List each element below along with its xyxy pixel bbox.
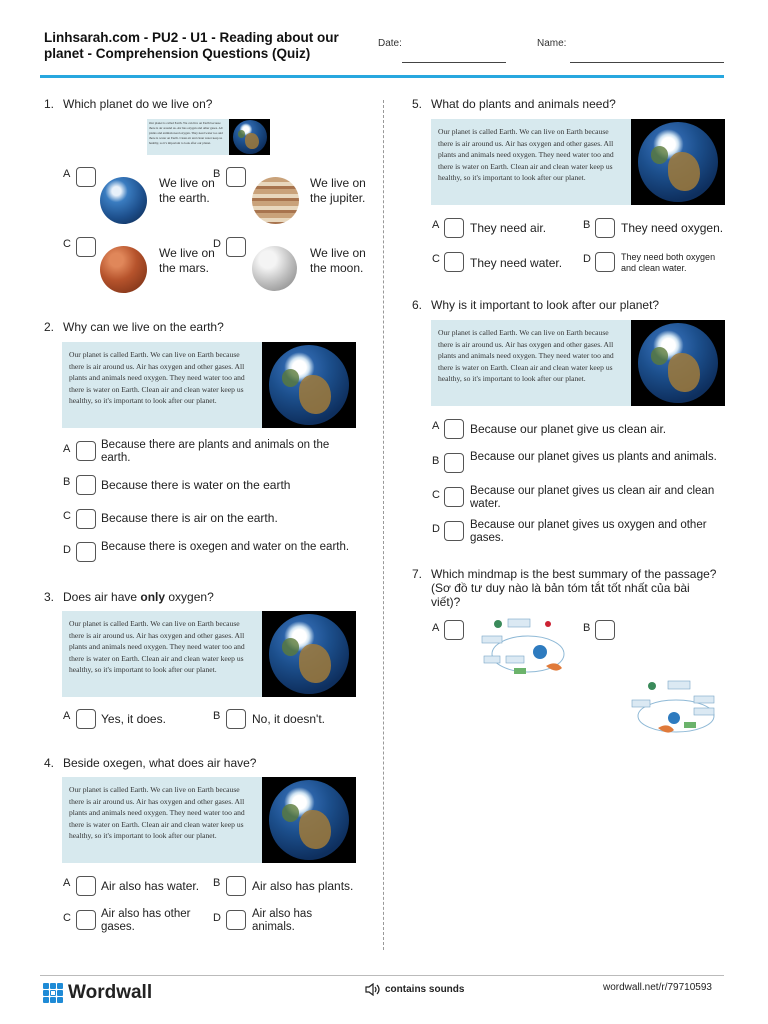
q2-passage: Our planet is called Earth. We can live on Earth because there is air around us. Air has oxygen and other gases. All plants and animals need oxygen. They need water too and there is water on Earth. Clean air and clean water keep us healthy, so it's important to look after our planet.: [62, 342, 262, 428]
name-field[interactable]: [570, 62, 724, 63]
date-field[interactable]: [402, 62, 506, 63]
worksheet-title: Linhsarah.com - PU2 - U1 - Reading about our planet - Comprehension Questions (Quiz): [44, 30, 339, 61]
q5-option-d-checkbox[interactable]: [595, 252, 615, 272]
footer-rule: [40, 975, 724, 976]
moon-planet-image: [252, 246, 297, 291]
q4-option-c-checkbox[interactable]: [76, 910, 96, 930]
question-2: 2. Why can we live on the earth?: [44, 320, 224, 334]
q6-passage: Our planet is called Earth. We can live on Earth because there is air around us. Air has oxygen and other gases. All plants and animals need oxygen. They need water too and there is water on Earth. Clean air and clean water keep us healthy, so it's important to look after our planet.: [431, 320, 631, 406]
q3-option-b-checkbox[interactable]: [226, 709, 246, 729]
q6-option-c-checkbox[interactable]: [444, 487, 464, 507]
header-rule: [40, 75, 724, 78]
q5-option-b-checkbox[interactable]: [595, 218, 615, 238]
name-label: Name:: [537, 38, 567, 49]
q1-passage: Our planet is called Earth. We can live on Earth because there is air around us. Air has oxygen and other gases. All plants and animals need oxygen. They need water too and there is water on Earth. Clean air and clean water keep us healthy, so it's important to look after our planet.: [147, 119, 229, 155]
q5-option-c-checkbox[interactable]: [444, 252, 464, 272]
q2-option-b-checkbox[interactable]: [76, 475, 96, 495]
question-5: 5. What do plants and animals need?: [412, 97, 616, 111]
q2-option-d-checkbox[interactable]: [76, 542, 96, 562]
mindmap-b-image: [628, 678, 720, 740]
q3-option-a-checkbox[interactable]: [76, 709, 96, 729]
column-divider: [383, 100, 384, 950]
q4-option-d-checkbox[interactable]: [226, 910, 246, 930]
q6-earth-image: [631, 320, 725, 406]
sounds-indicator: contains sounds: [365, 983, 464, 996]
q1-option-a-checkbox[interactable]: [76, 167, 96, 187]
question-1: 1. Which planet do we live on?: [44, 97, 213, 111]
q1-option-b-checkbox[interactable]: [226, 167, 246, 187]
question-7: 7. Which mindmap is the best summary of the passage? (Sơ đồ tư duy nào là bản tóm tắt tốt nhất của bài viết)?: [412, 567, 717, 609]
question-4: 4. Beside oxegen, what does air have?: [44, 756, 257, 770]
worksheet-url[interactable]: wordwall.net/r/79710593: [603, 982, 712, 993]
q5-passage: Our planet is called Earth. We can live on Earth because there is air around us. Air has oxygen and other gases. All plants and animals need oxygen. They need water too and there is water on Earth. Clean air and clean water keep us healthy, so it's important to look after our planet.: [431, 119, 631, 205]
question-6: 6. Why is it important to look after our planet?: [412, 298, 660, 312]
q1-option-d-checkbox[interactable]: [226, 237, 246, 257]
date-label: Date:: [378, 38, 402, 49]
mars-planet-image: [100, 246, 147, 293]
speaker-icon: [365, 983, 381, 996]
q6-option-d-checkbox[interactable]: [444, 521, 464, 541]
wordwall-logo: Wordwall: [43, 982, 152, 1004]
jupiter-planet-image: [252, 177, 299, 224]
q5-earth-image: [631, 119, 725, 205]
q2-option-c-checkbox[interactable]: [76, 509, 96, 529]
wordwall-grid-icon: [43, 983, 63, 1003]
mindmap-a-image: [478, 616, 570, 678]
earth-planet-image: [100, 177, 147, 224]
q3-earth-image: [262, 611, 356, 697]
q5-option-a-checkbox[interactable]: [444, 218, 464, 238]
q4-option-b-checkbox[interactable]: [226, 876, 246, 896]
q3-passage: Our planet is called Earth. We can live on Earth because there is air around us. Air has oxygen and other gases. All plants and animals need oxygen. They need water too and there is water on Earth. Clean air and clean water keep us healthy, so it's important to look after our planet.: [62, 611, 262, 697]
q7-option-b-checkbox[interactable]: [595, 620, 615, 640]
q4-earth-image: [262, 777, 356, 863]
q2-option-a-checkbox[interactable]: [76, 441, 96, 461]
q7-option-a-checkbox[interactable]: [444, 620, 464, 640]
q4-passage: Our planet is called Earth. We can live on Earth because there is air around us. Air has oxygen and other gases. All plants and animals need oxygen. They need water too and there is water on Earth. Clean air and clean water keep us healthy, so it's important to look after our planet.: [62, 777, 262, 863]
q2-earth-image: [262, 342, 356, 428]
q6-option-a-checkbox[interactable]: [444, 419, 464, 439]
q4-option-a-checkbox[interactable]: [76, 876, 96, 896]
question-3: 3. Does air have only oxygen?: [44, 590, 214, 604]
q1-earth-image: [229, 119, 270, 155]
q6-option-b-checkbox[interactable]: [444, 453, 464, 473]
q1-option-c-checkbox[interactable]: [76, 237, 96, 257]
